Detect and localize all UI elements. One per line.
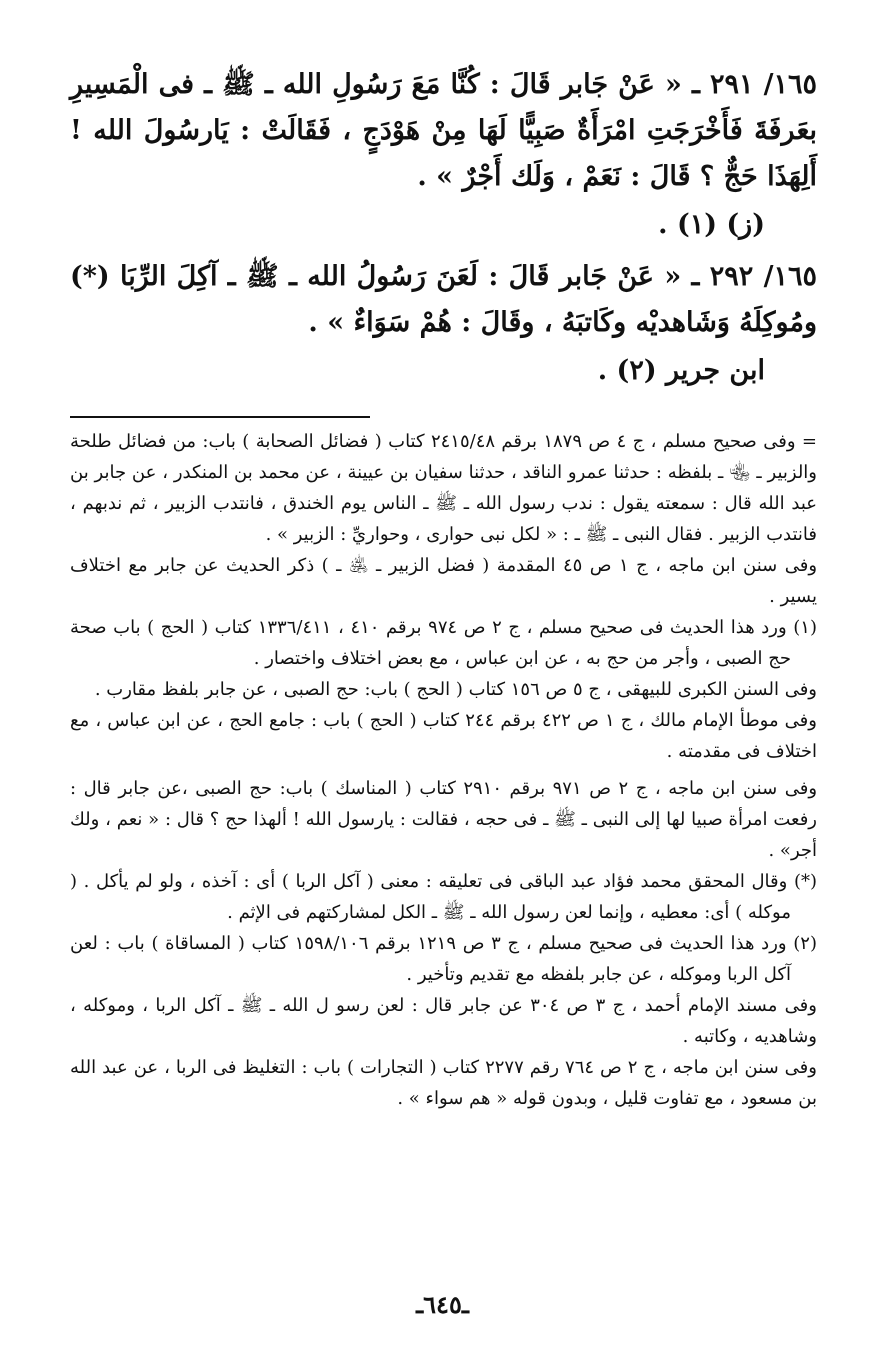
footnote-1: (١) ورد هذا الحديث فى صحيح مسلم ، ج ٢ ص ٩٧٤ برقم ٤١٠ ، ١٣٣٦/٤١١ كتاب ( الحج ) باب صحة حج الصبى ، وأجر من حج به ، عن ابن عباس ، مع بعض اختلاف واختصار . [70, 617, 817, 669]
footnote-2-ahmad: وفى مسند الإمام أحمد ، ج ٣ ص ٣٠٤ عن جابر قال : لعن رسو ل الله ـ ﷺ ـ آكل الربا ، وموكله ، وشاهديه ، وكاتبه . [70, 995, 817, 1047]
footnote-star: (*) وقال المحقق محمد فؤاد عبد الباقى فى تعليقه : معنى ( آكل الربا ) أى : آخذه ، ولو لم يأكل . ( موكله ) أى: معطيه ، وإنما لعن رسول الله ـ ﷺ ـ الكل لمشاركتهم فى الإثم . [70, 871, 817, 923]
footnote-divider [70, 416, 370, 418]
footnote-continuation-ibn-majah: وفى سنن ابن ماجه ، ج ١ ص ٤٥ المقدمة ( فضل الزبير ـ ﵁ ـ ) ذكر الحديث عن جابر مع اختلاف يسير . [70, 555, 818, 607]
hadith-292-source: ابن جرير (٢) . [597, 355, 765, 386]
footnote-1-bayhaqi: وفى السنن الكبرى للبيهقى ، ج ٥ ص ١٥٦ كتاب ( الحج ) باب: حج الصبى ، عن جابر بلفظ مقارب . [94, 679, 817, 700]
main-text [70, 62, 817, 394]
hadith-291-source: (ز) (١) . [658, 209, 765, 240]
footnote-2: (٢) ورد هذا الحديث فى صحيح مسلم ، ج ٣ ص ١٢١٩ برقم ١٥٩٨/١٠٦ كتاب ( المساقاة ) باب : لعن آكل الربا وموكله ، عن جابر بلفظه مع تقديم وتأخير . [70, 933, 817, 985]
hadith-292: ١٦٥/ ٢٩٢ ـ « عَنْ جَابر قَالَ : لَعَنَ رَسُولُ الله ـ ﷺ ـ آكِلَ الرِّبَا (*) ومُوكِلَهُ وَشَاهديْه وكَاتبَهُ ، وقَالَ : هُمْ سَوَاءٌ » . [70, 261, 817, 338]
page-number: ـ٦٤٥ـ [416, 1290, 469, 1319]
hadith-291: ١٦٥/ ٢٩١ ـ « عَنْ جَابر قَالَ : كُنَّا مَعَ رَسُولِ الله ـ ﷺ ـ فى الْمَسِيرِ بعَرفَةَ فَأَخْرَجَتِ امْرَأَةٌ صَبِيًّا لَهَا مِنْ هَوْدَجٍ ، فَقَالَتْ : يَارسُولَ الله ! أَلِهَذَا حَجٌّ ؟ قَالَ : نَعَمْ ، وَلَك أَجْرٌ » . [70, 69, 817, 192]
footnotes [70, 426, 817, 1114]
footnote-1-ibn-majah: وفى سنن ابن ماجه ، ج ٢ ص ٩٧١ برقم ٢٩١٠ كتاب ( المناسك ) باب: حج الصبى ،عن جابر قال : رفعت امرأة صبيا لها إلى النبى ـ ﷺ ـ فى حجه ، فقالت : يارسول الله ! ألهذا حج ؟ قال : « نعم ، ولك أجر» . [70, 778, 818, 861]
footnote-2-ibn-majah: وفى سنن ابن ماجه ، ج ٢ ص ٧٦٤ رقم ٢٢٧٧ كتاب ( التجارات ) باب : التغليظ فى الربا ، عن عبد الله بن مسعود ، مع تفاوت قليل ، وبدون قوله « هم سواء » . [70, 1057, 817, 1109]
footnote-continuation: = وفى صحيح مسلم ، ج ٤ ص ١٨٧٩ برقم ٢٤١٥/٤٨ كتاب ( فضائل الصحابة ) باب: من فضائل طلحة والزبير ـ ﵄ ـ بلفظه : حدثنا عمرو الناقد ، حدثنا سفيان بن عيينة ، عن محمد بن المنكدر ، عن جابر بن عبد الله قال : سمعته يقول : ندب رسول الله ـ ﷺ ـ الناس يوم الخندق ، فانتدب الزبير ، ثم ندبهم ، فانتدب الزبير . فقال النبى ـ ﷺ ـ : « لكل نبى حوارى ، وحواريِّ : الزبير » . [70, 431, 817, 545]
footnote-1-muwatta: وفى موطأ الإمام مالك ، ج ١ ص ٤٢٢ برقم ٢٤٤ كتاب ( الحج ) باب : جامع الحج ، عن ابن عباس ، مع اختلاف فى مقدمته . [70, 710, 817, 762]
